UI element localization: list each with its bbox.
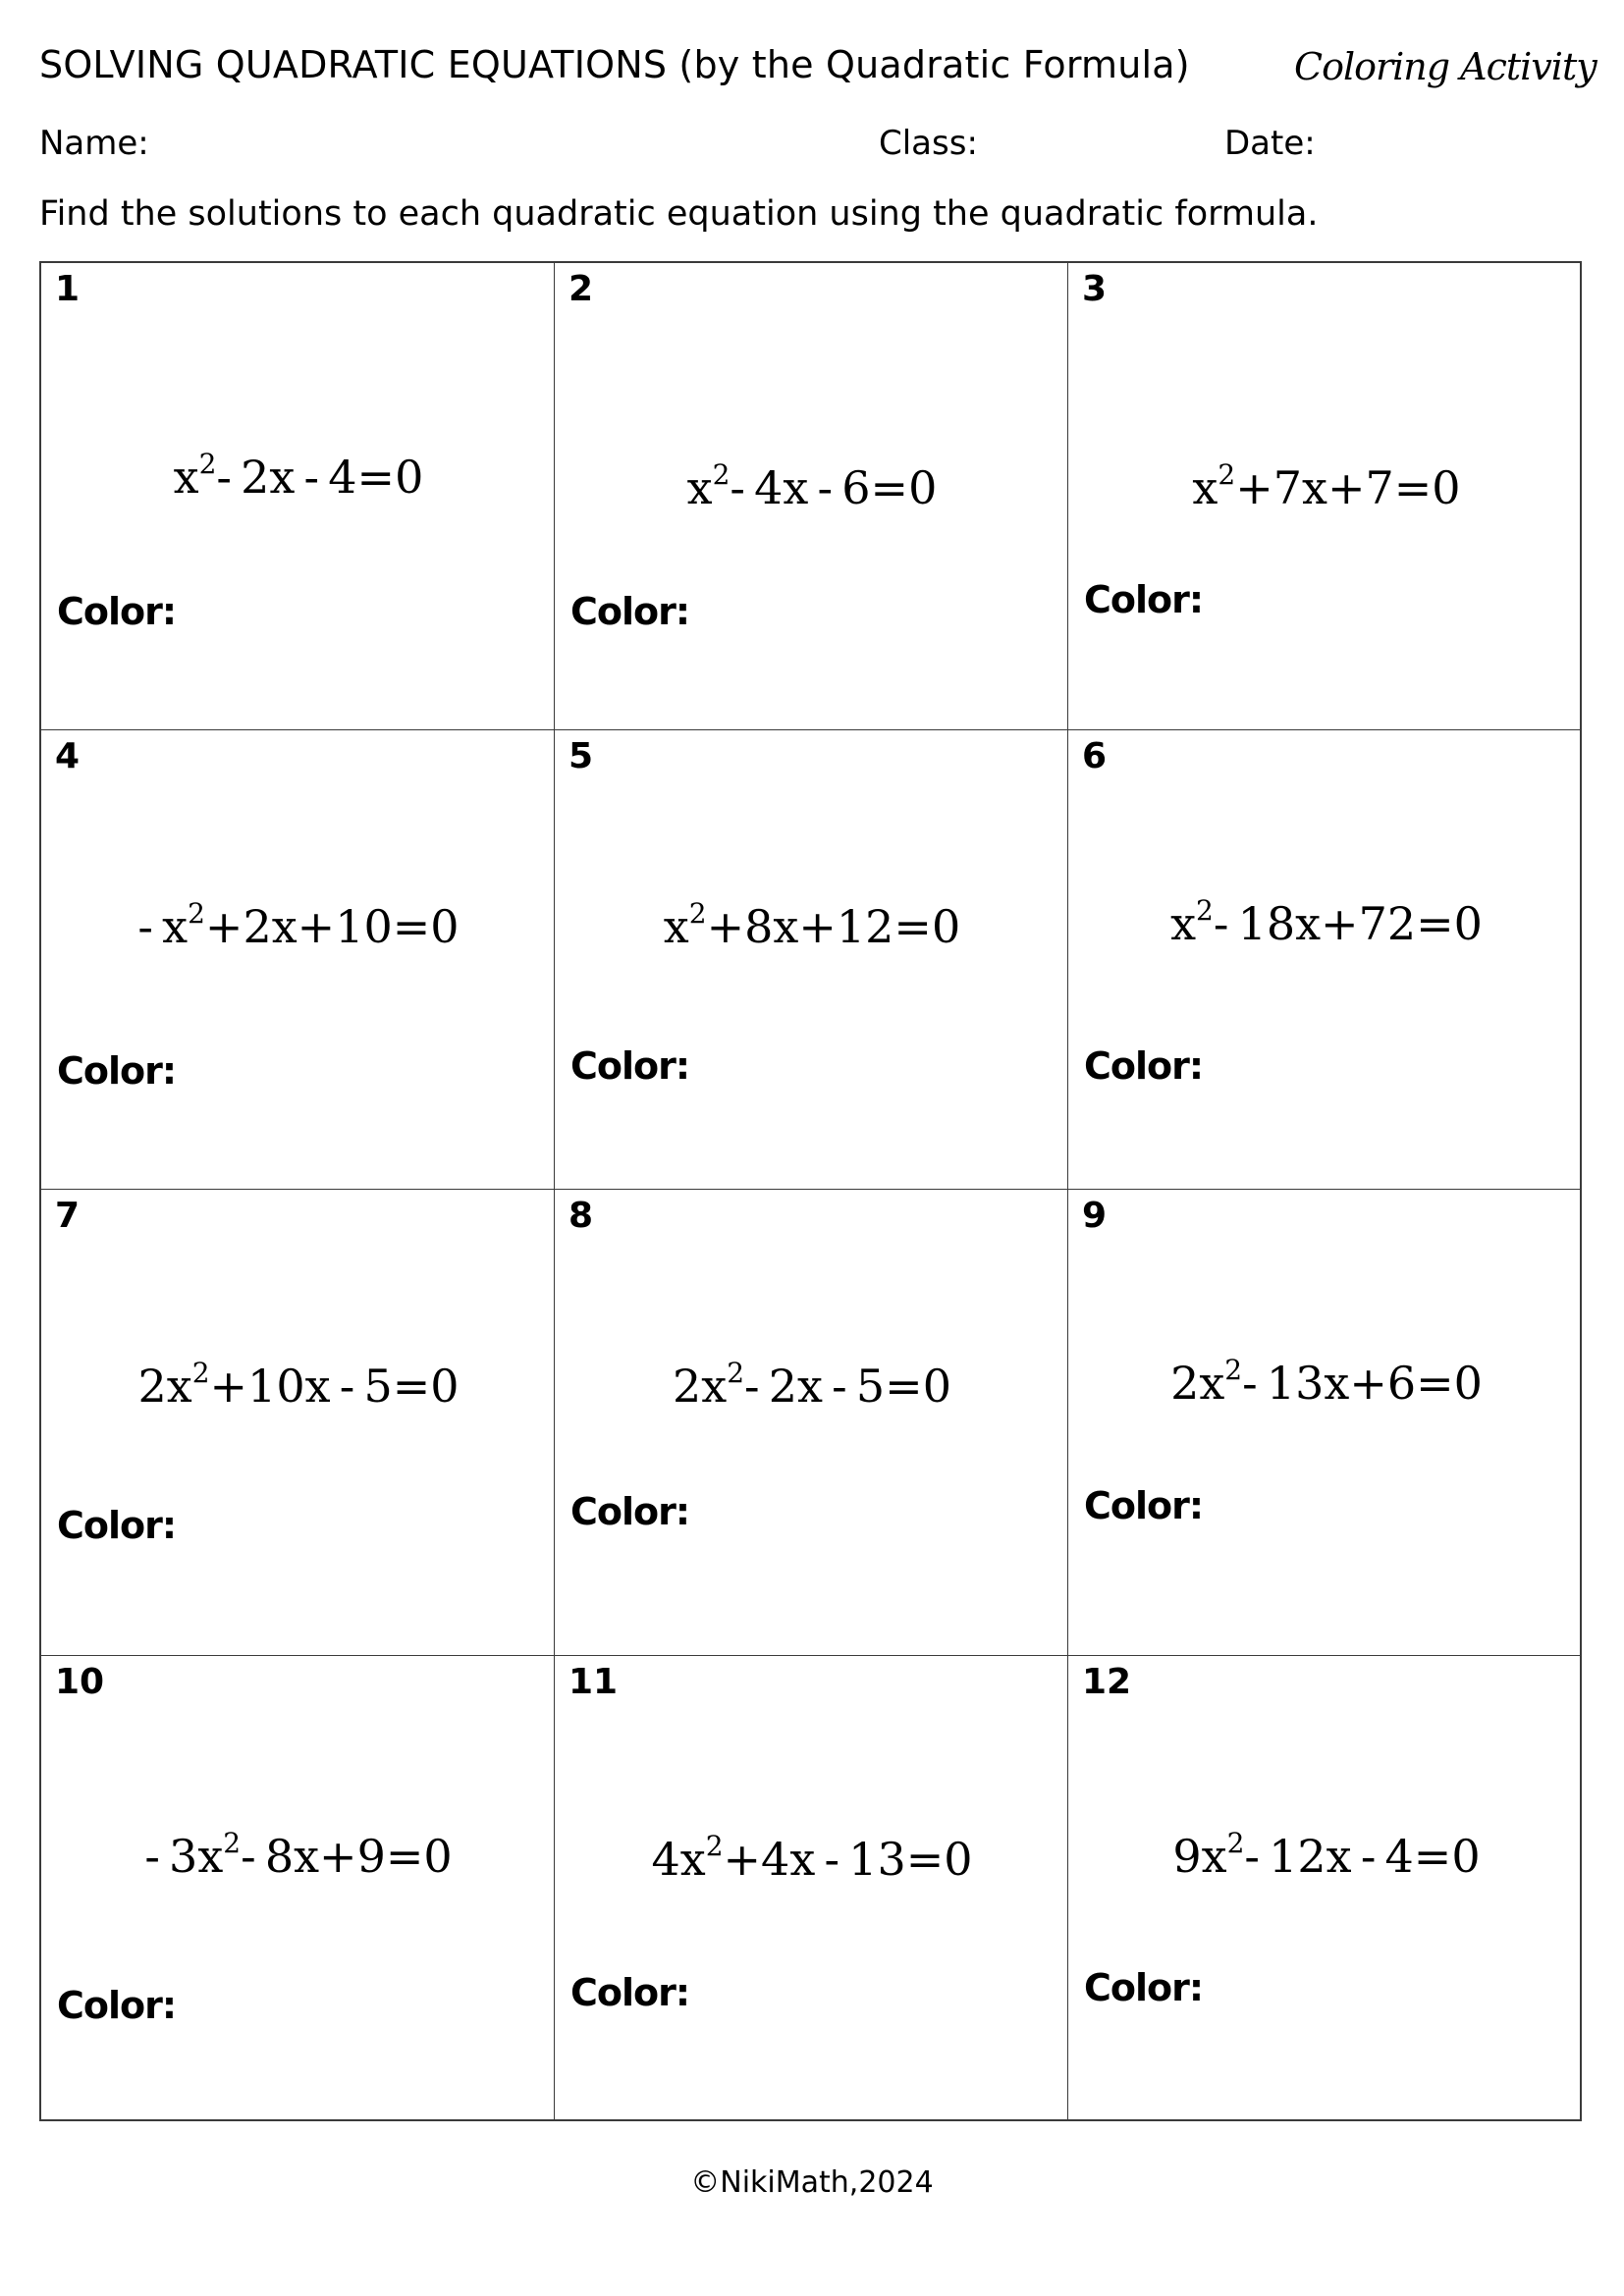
problem-number: 3	[1082, 269, 1108, 309]
equation-exponent: 2	[223, 1826, 242, 1859]
equation-leading-term: x	[663, 900, 689, 953]
problem-number: 1	[55, 269, 81, 309]
equation-leading-term: x	[1170, 897, 1197, 950]
worksheet-subtitle: Coloring Activity	[1294, 45, 1597, 88]
equation-exponent: 2	[1224, 1353, 1243, 1386]
problem-cell-1	[41, 263, 555, 730]
problem-cell-5	[555, 730, 1068, 1190]
instructions: Find the solutions to each quadratic equation using the quadratic formula.	[39, 194, 1319, 234]
problem-cell-12	[1068, 1656, 1580, 2119]
equation-exponent: 2	[727, 1356, 745, 1389]
quadratic-equation	[686, 457, 938, 514]
equation-remainder: - 2x - 5=0	[744, 1360, 951, 1413]
problem-number: 12	[1082, 1662, 1132, 1702]
equation-leading-term: x	[173, 451, 199, 504]
color-answer-label: Color:	[57, 1504, 177, 1547]
name-field-label: Name:	[39, 124, 149, 163]
color-answer-label: Color:	[1084, 578, 1204, 621]
equation-leading-term: - x	[137, 900, 189, 953]
equation-exponent: 2	[705, 1829, 724, 1862]
color-answer-label: Color:	[57, 1049, 177, 1093]
equation-exponent: 2	[1226, 1826, 1245, 1859]
problem-cell-3	[1068, 263, 1580, 730]
color-answer-label: Color:	[1084, 1484, 1204, 1527]
equation-remainder: - 12x - 4=0	[1244, 1830, 1481, 1883]
quadratic-equation	[1170, 893, 1483, 950]
problem-number: 6	[1082, 736, 1108, 776]
color-answer-label: Color:	[570, 1490, 690, 1533]
problem-cell-7	[41, 1190, 555, 1656]
equation-leading-term: 2x	[137, 1360, 192, 1413]
problem-cell-6	[1068, 730, 1580, 1190]
problem-cell-11	[555, 1656, 1068, 2119]
problem-number: 11	[568, 1662, 619, 1702]
quadratic-equation	[144, 1826, 453, 1883]
problem-number: 8	[568, 1196, 594, 1236]
problem-number: 7	[55, 1196, 81, 1236]
equation-remainder: +4x - 13=0	[723, 1833, 973, 1886]
equation-exponent: 2	[1218, 457, 1236, 491]
equation-leading-term: 4x	[651, 1833, 706, 1886]
problem-cell-2	[555, 263, 1068, 730]
copyright-footer: ©NikiMath,2024	[690, 2165, 934, 2200]
quadratic-equation	[1170, 1353, 1483, 1410]
equation-leading-term: - 3x	[144, 1830, 224, 1883]
problem-cell-4	[41, 730, 555, 1190]
equation-leading-term: 9x	[1172, 1830, 1227, 1883]
problem-cell-10	[41, 1656, 555, 2119]
color-answer-label: Color:	[57, 590, 177, 633]
problem-number: 10	[55, 1662, 105, 1702]
problem-number: 2	[568, 269, 594, 309]
equation-remainder: +2x+10=0	[204, 900, 460, 953]
quadratic-equation	[673, 1356, 951, 1413]
quadratic-equation	[1172, 1826, 1481, 1883]
equation-remainder: - 18x+72=0	[1213, 897, 1483, 950]
equation-exponent: 2	[688, 896, 707, 930]
quadratic-equation	[1192, 457, 1461, 514]
color-answer-label: Color:	[1084, 1966, 1204, 2009]
quadratic-equation	[137, 896, 460, 953]
date-field-label: Date:	[1224, 124, 1316, 163]
equation-remainder: - 8x+9=0	[241, 1830, 453, 1883]
quadratic-equation	[137, 1356, 460, 1413]
problem-number: 4	[55, 736, 81, 776]
problem-number: 9	[1082, 1196, 1108, 1236]
equation-remainder: +10x - 5=0	[209, 1360, 460, 1413]
color-answer-label: Color:	[57, 1984, 177, 2027]
equation-leading-term: x	[686, 461, 713, 514]
class-field-label: Class:	[879, 124, 978, 163]
color-answer-label: Color:	[570, 1971, 690, 2014]
equation-leading-term: 2x	[1170, 1357, 1225, 1410]
equation-remainder: - 13x+6=0	[1242, 1357, 1483, 1410]
quadratic-equation	[663, 896, 961, 953]
quadratic-equation	[651, 1829, 973, 1886]
worksheet-title: SOLVING QUADRATIC EQUATIONS (by the Quadratic Formula)	[39, 43, 1190, 86]
equation-exponent: 2	[198, 447, 217, 480]
equation-exponent: 2	[191, 1356, 210, 1389]
equation-leading-term: x	[1192, 461, 1218, 514]
equation-exponent: 2	[1196, 893, 1214, 927]
equation-remainder: +8x+12=0	[706, 900, 961, 953]
equation-exponent: 2	[712, 457, 731, 491]
color-answer-label: Color:	[570, 590, 690, 633]
quadratic-equation	[173, 447, 424, 504]
problem-number: 5	[568, 736, 594, 776]
problem-cell-8	[555, 1190, 1068, 1656]
equation-remainder: +7x+7=0	[1235, 461, 1461, 514]
equation-exponent: 2	[188, 896, 205, 930]
equation-remainder: - 4x - 6=0	[730, 461, 938, 514]
problem-cell-9	[1068, 1190, 1580, 1656]
color-answer-label: Color:	[1084, 1044, 1204, 1088]
problem-grid	[39, 261, 1582, 2121]
color-answer-label: Color:	[570, 1044, 690, 1088]
equation-leading-term: 2x	[673, 1360, 728, 1413]
equation-remainder: - 2x - 4=0	[216, 451, 424, 504]
